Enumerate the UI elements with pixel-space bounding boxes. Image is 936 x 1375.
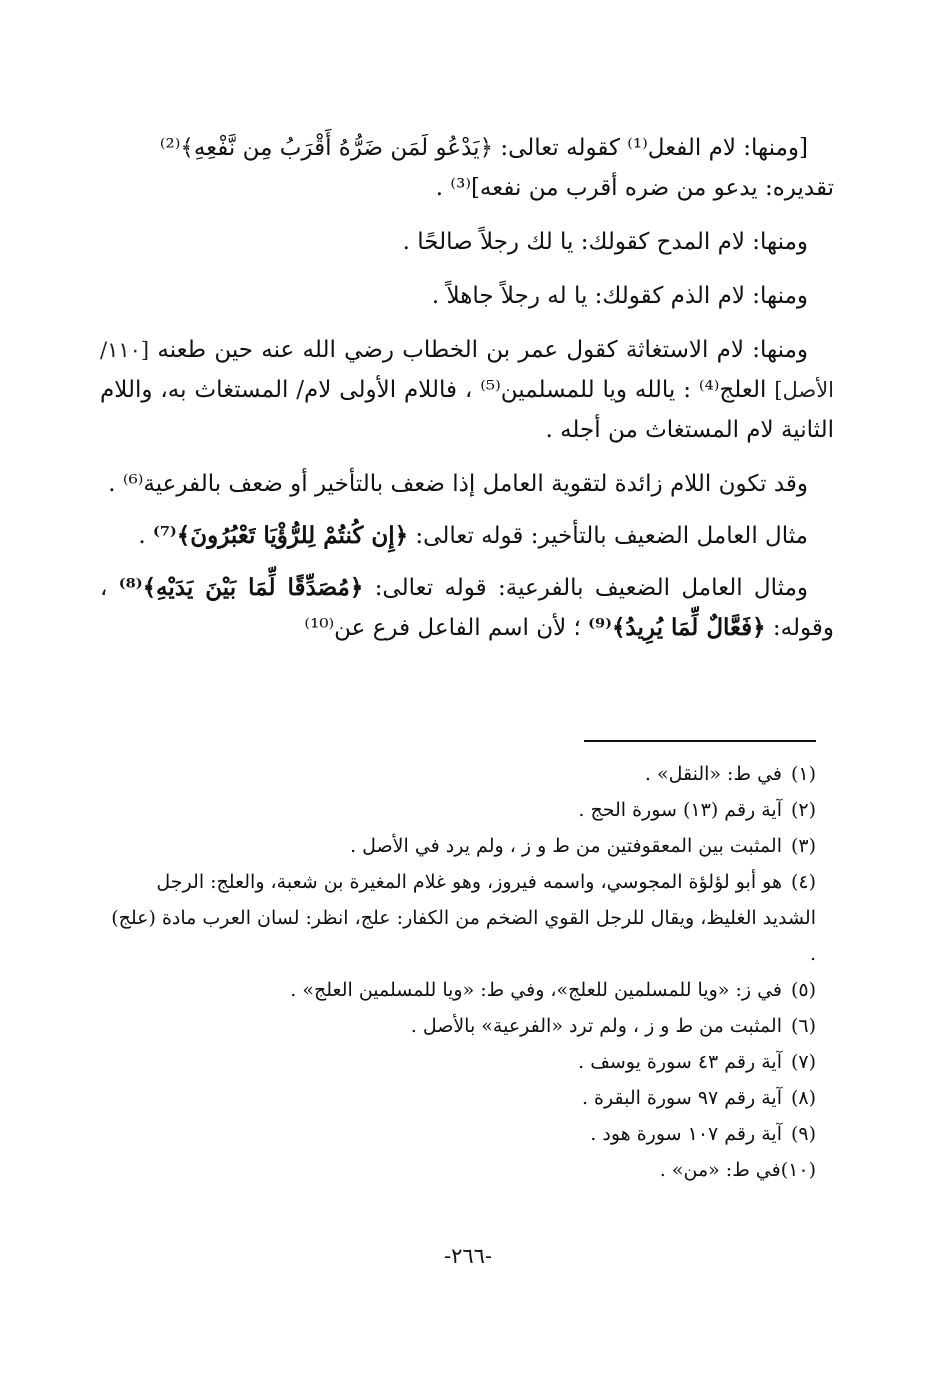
manuscript-page-marker: [١١٠/الأصل] <box>100 338 835 402</box>
footnote-item <box>100 1044 816 1080</box>
paragraph-lam-fiel <box>100 128 834 208</box>
footnote-divider <box>584 740 816 742</box>
footnote-text: في ز: «ويا للمسلمين للعلج»، وفي ط: «ويا للمسلمين العلج» . <box>290 979 782 1001</box>
footnote-text: آية رقم ١٠٧ سورة هود . <box>590 1123 782 1145</box>
footnote-number: (٥) <box>790 979 816 1001</box>
footnote-number: (٢) <box>790 799 816 821</box>
footnote-number: (٤) <box>790 871 816 893</box>
example-fariyya-text2: ، وقوله: <box>100 575 834 641</box>
footnote-number: (١) <box>790 763 816 785</box>
example-takhir-end: . <box>138 523 153 549</box>
page-number: -٢٦٦- <box>443 1244 493 1268</box>
paragraph-example-takhir <box>100 516 834 556</box>
footnote-number: (٩) <box>790 1123 816 1145</box>
footnote-number: (٣) <box>790 835 816 857</box>
footnote-text: في ط: «النقل» . <box>644 763 782 785</box>
footnote-item <box>100 864 816 972</box>
footnote-text: المثبت بين المعقوفتين من ط و ز ، ولم يرد في الأصل . <box>350 835 782 857</box>
footnote-item <box>100 1152 816 1188</box>
example-fariyya-text3: ؛ لأن اسم الفاعل فرع عن⁽¹⁰⁾ <box>304 615 581 641</box>
paragraph-lam-dhamm: ومنها: لام الذم كقولك: يا له رجلاً جاهلاً . <box>431 283 808 309</box>
footnote-item <box>100 792 816 828</box>
paragraph-lam-zaida: وقد تكون اللام زائدة لتقوية العامل إذا ضعف بالتأخير أو ضعف بالفرعية⁽⁶⁾ . <box>108 471 808 497</box>
footnote-item <box>100 756 816 792</box>
footnote-text: هو أبو لؤلؤة المجوسي، واسمه فيروز، وهو غلام المغيرة بن شعبة، والعلج: الرجل الشديد الغليظ، ويقال للرجل القوي الضخم من الكفار: علج، انظر: لسان العرب مادة (علج) . <box>111 871 816 965</box>
footnote-text: المثبت من ط و ز ، ولم ترد «الفرعية» بالأصل . <box>410 1015 782 1037</box>
footnote-item <box>100 1008 816 1044</box>
quran-verse-hud: ﴿فَعَّالٌ لِّمَا يُرِيدُ﴾⁽⁹⁾ <box>588 614 766 641</box>
footnote-text: آية رقم ٩٧ سورة البقرة . <box>581 1087 782 1109</box>
footnote-number: (٨) <box>790 1087 816 1109</box>
paragraph-lam-istighatha-rest: العلج⁽⁴⁾ : يالله ويا للمسلمين⁽⁵⁾ ، فاللام الأولى لام/ المستغاث به، واللام الثانية لام المستغاث من أجله . <box>100 377 834 443</box>
footnote-item <box>100 972 816 1008</box>
example-fariyya-text1: ومثال العامل الضعيف بالفرعية: قوله تعالى: <box>374 575 809 601</box>
quran-verse-yusuf: ﴿إِن كُنتُمْ لِلرُّؤْيَا تَعْبُرُونَ﴾⁽⁷⁾ <box>152 522 409 549</box>
footnote-text: آية رقم (١٣) سورة الحج . <box>578 799 782 821</box>
footnote-text: آية رقم ٤٣ سورة يوسف . <box>578 1051 782 1073</box>
footnotes <box>100 756 816 1188</box>
example-takhir-text: مثال العامل الضعيف بالتأخير: قوله تعالى: <box>415 523 808 549</box>
paragraph-lam-istighatha <box>100 330 834 450</box>
main-text <box>100 128 834 662</box>
footnote-number: (٦) <box>790 1015 816 1037</box>
footnote-text: في ط: «من» . <box>659 1159 781 1181</box>
footnote-item <box>100 1080 816 1116</box>
footnote-number: (١٠) <box>780 1159 816 1181</box>
footnote-item <box>100 828 816 864</box>
paragraph-lam-fiel-line1: [ومنها: لام الفعل⁽¹⁾ كقوله تعالى: ﴿يَدْعُو لَمَن ضَرُّهُ أَقْرَبُ مِن نَّفْعِهِ﴾⁽²⁾ <box>159 135 808 161</box>
paragraph-lam-fiel-line2: تقديره: يدعو من ضره أقرب من نفعه]⁽³⁾ . <box>435 175 834 201</box>
footnote-number: (٧) <box>790 1051 816 1073</box>
footnote-item <box>100 1116 816 1152</box>
paragraph-example-fariyya <box>100 568 834 648</box>
paragraph-lam-istighatha-start: ومنها: لام الاستغاثة كقول عمر بن الخطاب رضي الله عنه حين طعنه <box>157 337 808 363</box>
paragraph-lam-madh: ومنها: لام المدح كقولك: يا لك رجلاً صالحًا . <box>402 229 808 255</box>
quran-verse-baqara: ﴿مُصَدِّقًا لِّمَا بَيْنَ يَدَيْهِ﴾⁽⁸⁾ <box>118 574 364 601</box>
